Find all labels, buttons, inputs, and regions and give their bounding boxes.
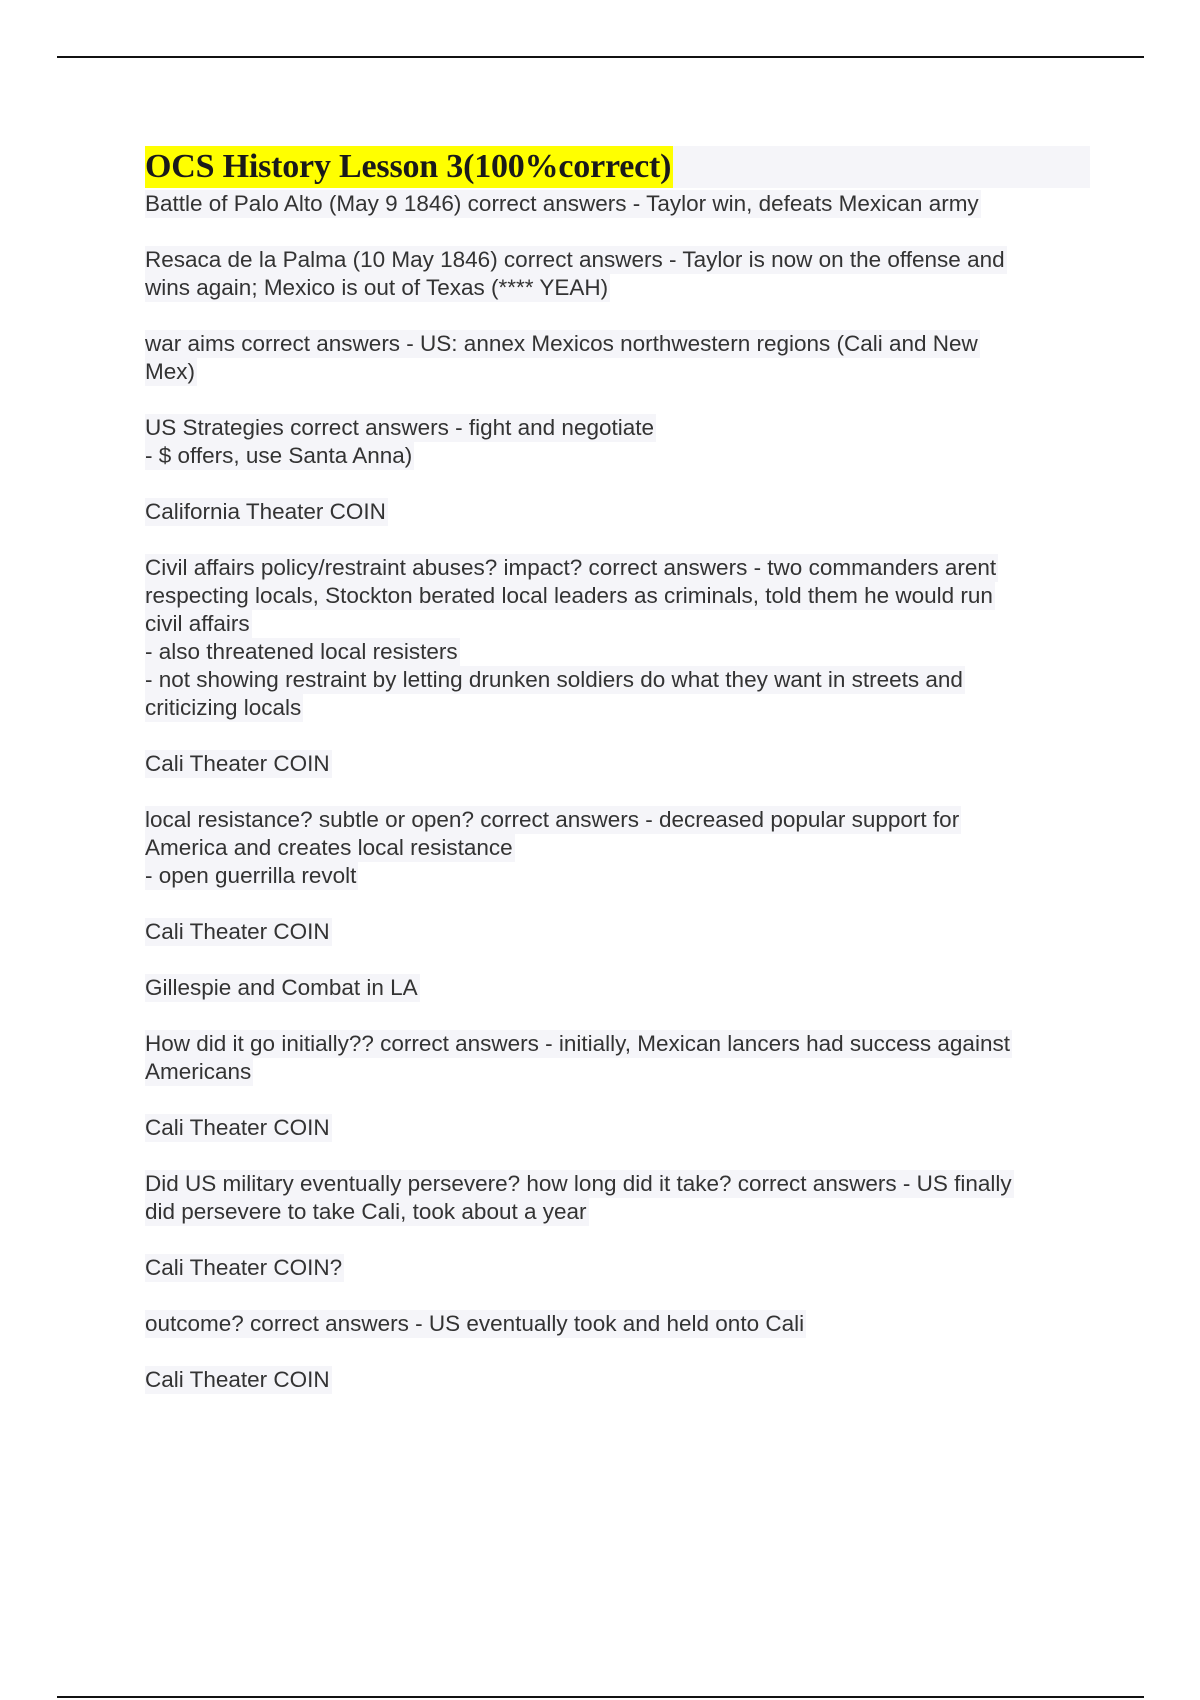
text-line-content: Mex) <box>145 359 195 384</box>
title-row <box>145 146 1090 188</box>
text-line-content: civil affairs <box>145 611 250 636</box>
text-line <box>145 246 1090 274</box>
text-line <box>145 414 1090 442</box>
blank-line <box>145 526 1090 554</box>
blank-line <box>145 1086 1090 1114</box>
text-line <box>145 274 1090 302</box>
blank-line <box>145 1002 1090 1030</box>
text-line <box>145 330 1090 358</box>
text-line-content: Battle of Palo Alto (May 9 1846) correct answers - Taylor win, defeats Mexican army <box>145 191 979 216</box>
text-line-content: Gillespie and Combat in LA <box>145 975 418 1000</box>
text-line <box>145 190 1090 218</box>
text-line-content: - also threatened local resisters <box>145 639 458 664</box>
text-line-content: US Strategies correct answers - fight and negotiate <box>145 415 655 440</box>
document-lines <box>145 190 1090 1394</box>
text-line-content: Cali Theater COIN <box>145 1367 330 1392</box>
blank-line <box>145 946 1090 974</box>
text-line <box>145 666 1090 694</box>
blank-line <box>145 1142 1090 1170</box>
text-line <box>145 1114 1090 1142</box>
text-line <box>145 750 1090 778</box>
text-line-content: Cali Theater COIN? <box>145 1255 343 1280</box>
text-line-content: criticizing locals <box>145 695 302 720</box>
text-line <box>145 1198 1090 1226</box>
text-line-content: How did it go initially?? correct answers - initially, Mexican lancers had success against <box>145 1031 1010 1056</box>
text-line <box>145 358 1090 386</box>
bottom-rule <box>57 1696 1144 1698</box>
text-line <box>145 1310 1090 1338</box>
text-line-content: - $ offers, use Santa Anna) <box>145 443 413 468</box>
text-line <box>145 582 1090 610</box>
blank-line <box>145 1338 1090 1366</box>
blank-line <box>145 778 1090 806</box>
text-line-content: America and creates local resistance <box>145 835 513 860</box>
text-line <box>145 862 1090 890</box>
text-line <box>145 918 1090 946</box>
document-body <box>145 146 1090 1394</box>
blank-line <box>145 890 1090 918</box>
text-line <box>145 1170 1090 1198</box>
top-rule <box>57 56 1144 58</box>
text-line-content: Did US military eventually persevere? how long did it take? correct answers - US finally <box>145 1171 1012 1196</box>
text-line-content: - not showing restraint by letting drunken soldiers do what they want in streets and <box>145 667 963 692</box>
text-line <box>145 442 1090 470</box>
text-line-content: respecting locals, Stockton berated local leaders as criminals, told them he would run <box>145 583 993 608</box>
text-line <box>145 638 1090 666</box>
text-line-content: Cali Theater COIN <box>145 919 330 944</box>
text-line-content: California Theater COIN <box>145 499 386 524</box>
text-line <box>145 1254 1090 1282</box>
text-line-content: Cali Theater COIN <box>145 1115 330 1140</box>
text-line-content: did persevere to take Cali, took about a year <box>145 1199 587 1224</box>
blank-line <box>145 722 1090 750</box>
text-line <box>145 498 1090 526</box>
text-line <box>145 1030 1090 1058</box>
text-line <box>145 974 1090 1002</box>
document-title: OCS History Lesson 3(100%correct) <box>145 146 673 188</box>
text-line-content: Americans <box>145 1059 252 1084</box>
text-line-content: war aims correct answers - US: annex Mexicos northwestern regions (Cali and New <box>145 331 978 356</box>
blank-line <box>145 302 1090 330</box>
text-line <box>145 834 1090 862</box>
text-line-content: Resaca de la Palma (10 May 1846) correct answers - Taylor is now on the offense and <box>145 247 1005 272</box>
blank-line <box>145 218 1090 246</box>
text-line <box>145 554 1090 582</box>
text-line-content: wins again; Mexico is out of Texas (**** YEAH) <box>145 275 609 300</box>
blank-line <box>145 386 1090 414</box>
text-line-content: Civil affairs policy/restraint abuses? impact? correct answers - two commanders arent <box>145 555 997 580</box>
text-line <box>145 694 1090 722</box>
blank-line <box>145 1282 1090 1310</box>
blank-line <box>145 470 1090 498</box>
text-line-content: - open guerrilla revolt <box>145 863 357 888</box>
text-line-content: local resistance? subtle or open? correct answers - decreased popular support for <box>145 807 960 832</box>
text-line <box>145 1366 1090 1394</box>
text-line <box>145 806 1090 834</box>
text-line-content: Cali Theater COIN <box>145 751 330 776</box>
text-line-content: outcome? correct answers - US eventually took and held onto Cali <box>145 1311 805 1336</box>
blank-line <box>145 1226 1090 1254</box>
text-line <box>145 610 1090 638</box>
text-line <box>145 1058 1090 1086</box>
